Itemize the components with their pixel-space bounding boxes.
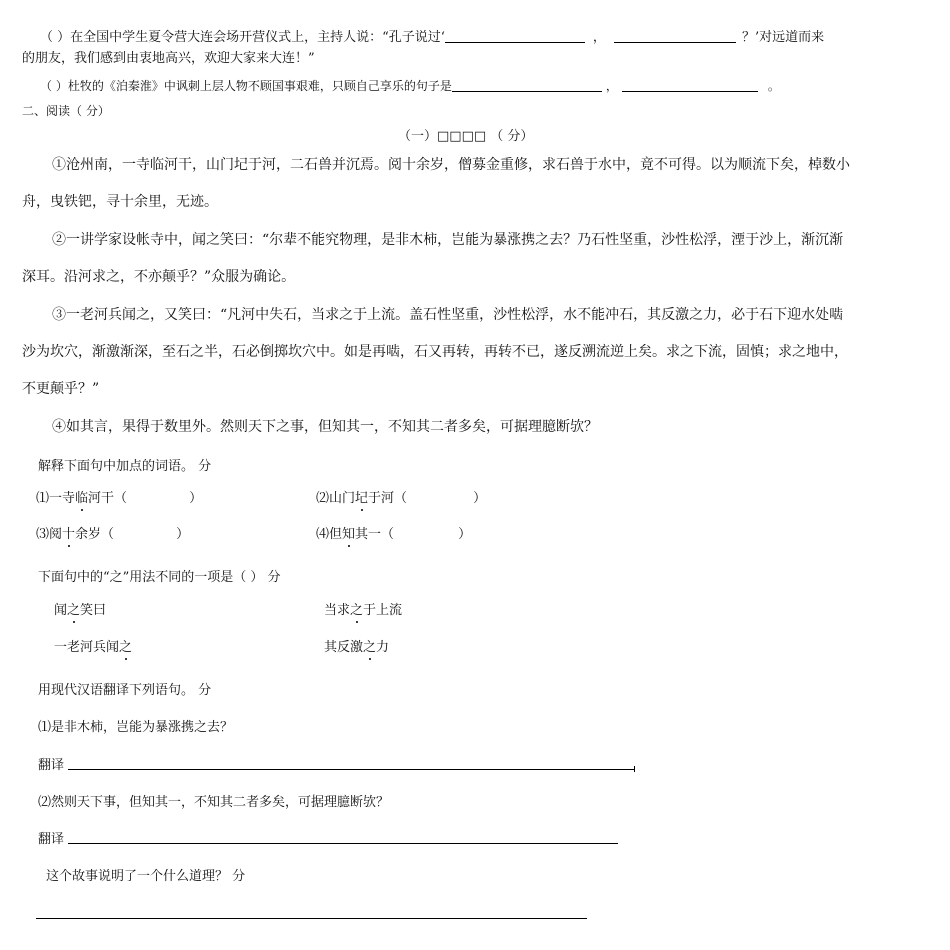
- period: 。: [767, 79, 780, 93]
- answer-paren: （ ）: [40, 79, 68, 93]
- explain-item-1: ⑴一寺临河干（ ）: [36, 487, 202, 506]
- moral-prompt: 这个故事说明了一个什么道理？ 分: [46, 869, 246, 884]
- dotted-char: 知: [342, 523, 355, 542]
- explain-prompt: 解释下面句中加点的词语。 分: [38, 459, 212, 474]
- answer-line-moral[interactable]: [36, 918, 587, 919]
- passage-p1-line1: ①沧州南，一寺临河干，山门圮于河，二石兽并沉焉。阅十余岁，僧募金重修，求石兽于水中，竟不可得。以为顺流下矣，棹数小: [52, 157, 850, 173]
- explain-item-2: ⑵山门圮于河（ ）: [316, 487, 486, 506]
- comma: ，: [592, 30, 606, 45]
- dotted-char: 之: [119, 636, 132, 655]
- zhi-option-3[interactable]: 一老河兵闻之: [54, 636, 132, 655]
- translate-label-1: 翻译: [38, 758, 65, 773]
- passage-p3-line2: 沙为坎穴，渐激渐深，至石之半，石必倒掷坎穴中。如是再啮，石又再转，再转不已，遂反溯流逆上矣。求之下流，固慎；求之地中，: [22, 344, 848, 360]
- explain-item-3: ⑶阅十余岁（ ）: [36, 523, 189, 542]
- question-summer-camp: [40, 26, 824, 45]
- passage-p2-line1: ②一讲学家设帐寺中，闻之笑曰：“尔辈不能究物理，是非木柿，岂能为暴涨携之去？乃石性坚重，沙性松浮，湮于沙上，渐沉渐: [52, 232, 844, 248]
- zhi-option-4[interactable]: 其反激之力: [324, 636, 389, 655]
- translate-label-2: 翻译: [38, 832, 65, 847]
- section-two-heading: 二、阅读（ 分）: [22, 104, 110, 118]
- passage-p1-line2: 舟，曳铁钯，寻十余里，无迹。: [22, 194, 218, 210]
- passage-p2-line2: 深耳。沿河求之，不亦颠乎？”众服为确论。: [22, 269, 296, 285]
- line-end-mark: [634, 766, 635, 772]
- question-du-mu: [40, 77, 780, 94]
- answer-line-translate-1[interactable]: [68, 769, 634, 770]
- dotted-char: 临: [75, 487, 88, 506]
- zhi-prompt: 下面句中的“之”用法不同的一项是（ ） 分: [38, 570, 281, 585]
- answer-blank-2[interactable]: [622, 79, 758, 92]
- passage-p3-line3: 不更颠乎？”: [22, 381, 100, 397]
- answer-blank-1[interactable]: [452, 79, 602, 92]
- answer-paren: （ ）: [40, 30, 71, 45]
- translate-sentence-2: ⑵然则天下事，但知其一，不知其二者多矣，可据理臆断欤？: [38, 795, 390, 810]
- translate-sentence-1: ⑴是非木柿，岂能为暴涨携之去？: [38, 720, 234, 735]
- question-text: 在全国中学生夏令营大连会场开营仪式上，主持人说：“孔子说过‘: [70, 30, 445, 45]
- translate-prompt: 用现代汉语翻译下列语句。 分: [38, 683, 212, 698]
- zhi-option-2[interactable]: 当求之于上流: [324, 599, 402, 618]
- question-text-tail: ？’对远道而来: [741, 30, 825, 45]
- passage-p4-line1: ④如其言，果得于数里外。然则天下之事，但知其一，不知其二者多矣，可据理臆断欤？: [52, 419, 598, 435]
- answer-blank-2[interactable]: [614, 30, 736, 43]
- passage-p3-line1: ③一老河兵闻之，又笑曰：“凡河中失石，当求之于上流。盖石性坚重，沙性松浮，水不能冲石，其反激之力，必于石下迎水处啮: [52, 307, 844, 323]
- dotted-char: 之: [363, 636, 376, 655]
- dotted-char: 之: [350, 599, 363, 618]
- dotted-char: 十: [62, 523, 75, 542]
- zhi-option-1[interactable]: 闻之笑曰: [54, 599, 106, 618]
- answer-line-translate-2[interactable]: [68, 843, 618, 844]
- question-summer-camp-cont: 的朋友，我们感到由衷地高兴，欢迎大家来大连！”: [22, 51, 315, 66]
- comma: ，: [605, 79, 618, 93]
- answer-blank-1[interactable]: [445, 30, 585, 43]
- dotted-char: 之: [67, 599, 80, 618]
- passage-heading: （一）□□□□ （ 分）: [398, 129, 534, 144]
- question-text: 杜牧的《泊秦淮》中讽刺上层人物不顾国事艰难，只顾自己享乐的句子是: [67, 79, 452, 93]
- dotted-char: 圮: [355, 487, 368, 506]
- explain-item-4: ⑷但知其一（ ）: [316, 523, 471, 542]
